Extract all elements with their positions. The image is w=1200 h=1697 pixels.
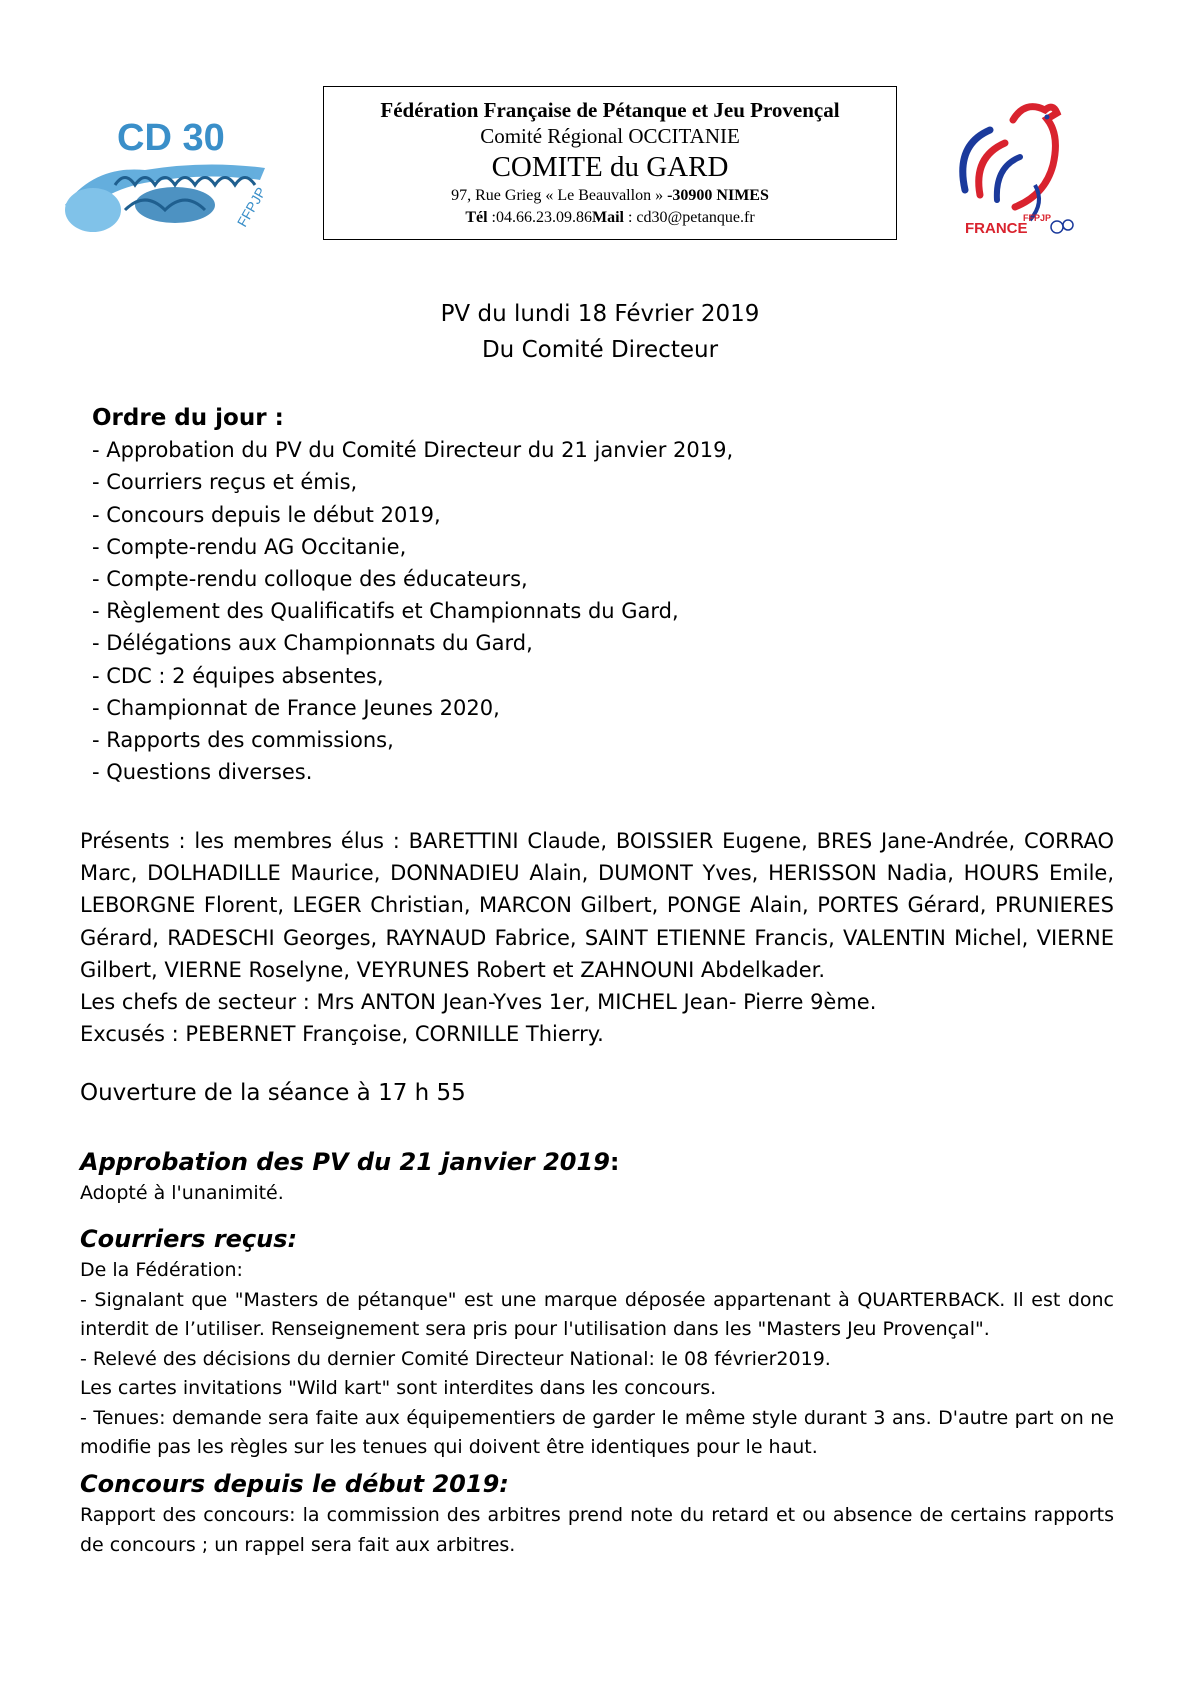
mail-body <box>80 1256 1114 1463</box>
attendance <box>80 825 1114 1050</box>
agenda-item: - Délégations aux Championnats du Gard, <box>92 631 533 656</box>
agenda-item: - CDC : 2 équipes absentes, <box>92 663 384 688</box>
tel-value: :04.66.23.09.86 <box>487 209 592 226</box>
cd30-logo-sub: FFPJP <box>233 184 269 230</box>
address <box>324 185 896 207</box>
cd30-logo-text: CD 30 <box>117 117 225 159</box>
ffpjp-france-logo <box>935 95 1085 245</box>
agenda-item: - Concours depuis le début 2019, <box>92 502 441 527</box>
agenda-item: - Compte-rendu AG Occitanie, <box>92 534 407 559</box>
present-members: Présents : les membres élus : BARETTINI Claude, BOISSIER Eugene, BRES Jane-Andrée, CORRAO Marc, DOLHADILLE Maurice, DONNADIEU Alain, DUMONT Yves, HERISSON Nadia, HOURS Emile, LEBORGNE Florent, LEGER Christian, MARCON Gilbert, PONGE Alain, PORTES Gérard, PRUNIERES Gérard, RADESCHI Georges, RAYNAUD Fabrice, SAINT ETIENNE Francis, VALENTIN Michel, VIERNE Gilbert, VIERNE Roselyne, VEYRUNES Robert et ZAHNOUNI Abdelkader. <box>80 829 1114 982</box>
agenda-item: - Règlement des Qualificatifs et Championnats du Gard, <box>92 599 679 624</box>
agenda-item: - Compte-rendu colloque des éducateurs, <box>92 567 528 592</box>
committee-name: COMITE du GARD <box>491 151 729 183</box>
contact-line <box>324 207 896 229</box>
title-line-1: PV du lundi 18 Février 2019 <box>440 301 760 327</box>
agenda-item: - Championnat de France Jeunes 2020, <box>92 695 500 720</box>
france-logo-text: FRANCE <box>965 220 1028 237</box>
agenda-item: - Courriers reçus et émis, <box>92 470 358 495</box>
mail-paragraph: - Tenues: demande sera faite aux équipementiers de garder le même style durant 3 ans. D'autre part on ne modifie pas les règles sur les tenues qui doivent être identiques pour le haut. <box>80 1406 1114 1458</box>
agenda-heading: Ordre du jour : <box>92 405 284 431</box>
sector-chiefs: Les chefs de secteur : Mrs ANTON Jean-Yves 1er, MICHEL Jean- Pierre 9ème. <box>80 990 877 1015</box>
mail-paragraph: - Relevé des décisions du dernier Comité Directeur National: le 08 février2019. <box>80 1347 831 1370</box>
address-street: 97, Rue Grieg « Le Beauvallon » <box>451 187 668 204</box>
agenda-item: - Rapports des commissions, <box>92 728 394 753</box>
session-opening: Ouverture de la séance à 17 h 55 <box>80 1080 466 1106</box>
concours-text: Rapport des concours: la commission des arbitres prend note du retard et ou absence de certains rapports de concours ; un rappel sera fait aux arbitres. <box>80 1504 1114 1556</box>
regional-committee: Comité Régional OCCITANIE <box>480 124 740 148</box>
mail-label: Mail <box>591 209 624 226</box>
mail-paragraph: Les cartes invitations "Wild kart" sont interdites dans les concours. <box>80 1377 717 1399</box>
letterhead-box <box>323 86 897 240</box>
mail-heading: Courriers reçus: <box>80 1225 298 1253</box>
agenda <box>92 402 733 788</box>
document-title <box>0 296 1200 368</box>
mail-paragraph: - Signalant que "Masters de pétanque" est une marque déposée appartenant à QUARTERBACK. Il est donc interdit de l’utiliser. Renseignement sera pris pour l'utilisation dans les "Masters Jeu Provençal". <box>80 1288 1114 1340</box>
approval-title: Approbation des PV du 21 janvier 2019 <box>80 1148 610 1176</box>
agenda-item: - Questions diverses. <box>92 760 313 785</box>
mail-value: : cd30@petanque.fr <box>623 209 755 226</box>
mail-from: De la Fédération: <box>80 1259 243 1281</box>
federation-name: Fédération Française de Pétanque et Jeu Provençal <box>380 98 840 122</box>
approval-colon: : <box>609 1148 620 1176</box>
agenda-list <box>92 434 733 788</box>
address-city: -30900 NIMES <box>667 187 769 204</box>
tel-label: Tél <box>465 209 488 226</box>
agenda-item: - Approbation du PV du Comité Directeur du 21 janvier 2019, <box>92 438 734 463</box>
approval-text: Adopté à l'unanimité. <box>80 1182 284 1204</box>
excused-members: Excusés : PEBERNET Françoise, CORNILLE Thierry. <box>80 1022 604 1047</box>
cd30-logo <box>55 110 285 245</box>
concours-heading: Concours depuis le début 2019: <box>80 1470 509 1498</box>
approval-heading <box>80 1146 620 1178</box>
title-line-2: Du Comité Directeur <box>481 337 719 363</box>
ffpjp-logo-text: FFPJP <box>1023 213 1052 223</box>
